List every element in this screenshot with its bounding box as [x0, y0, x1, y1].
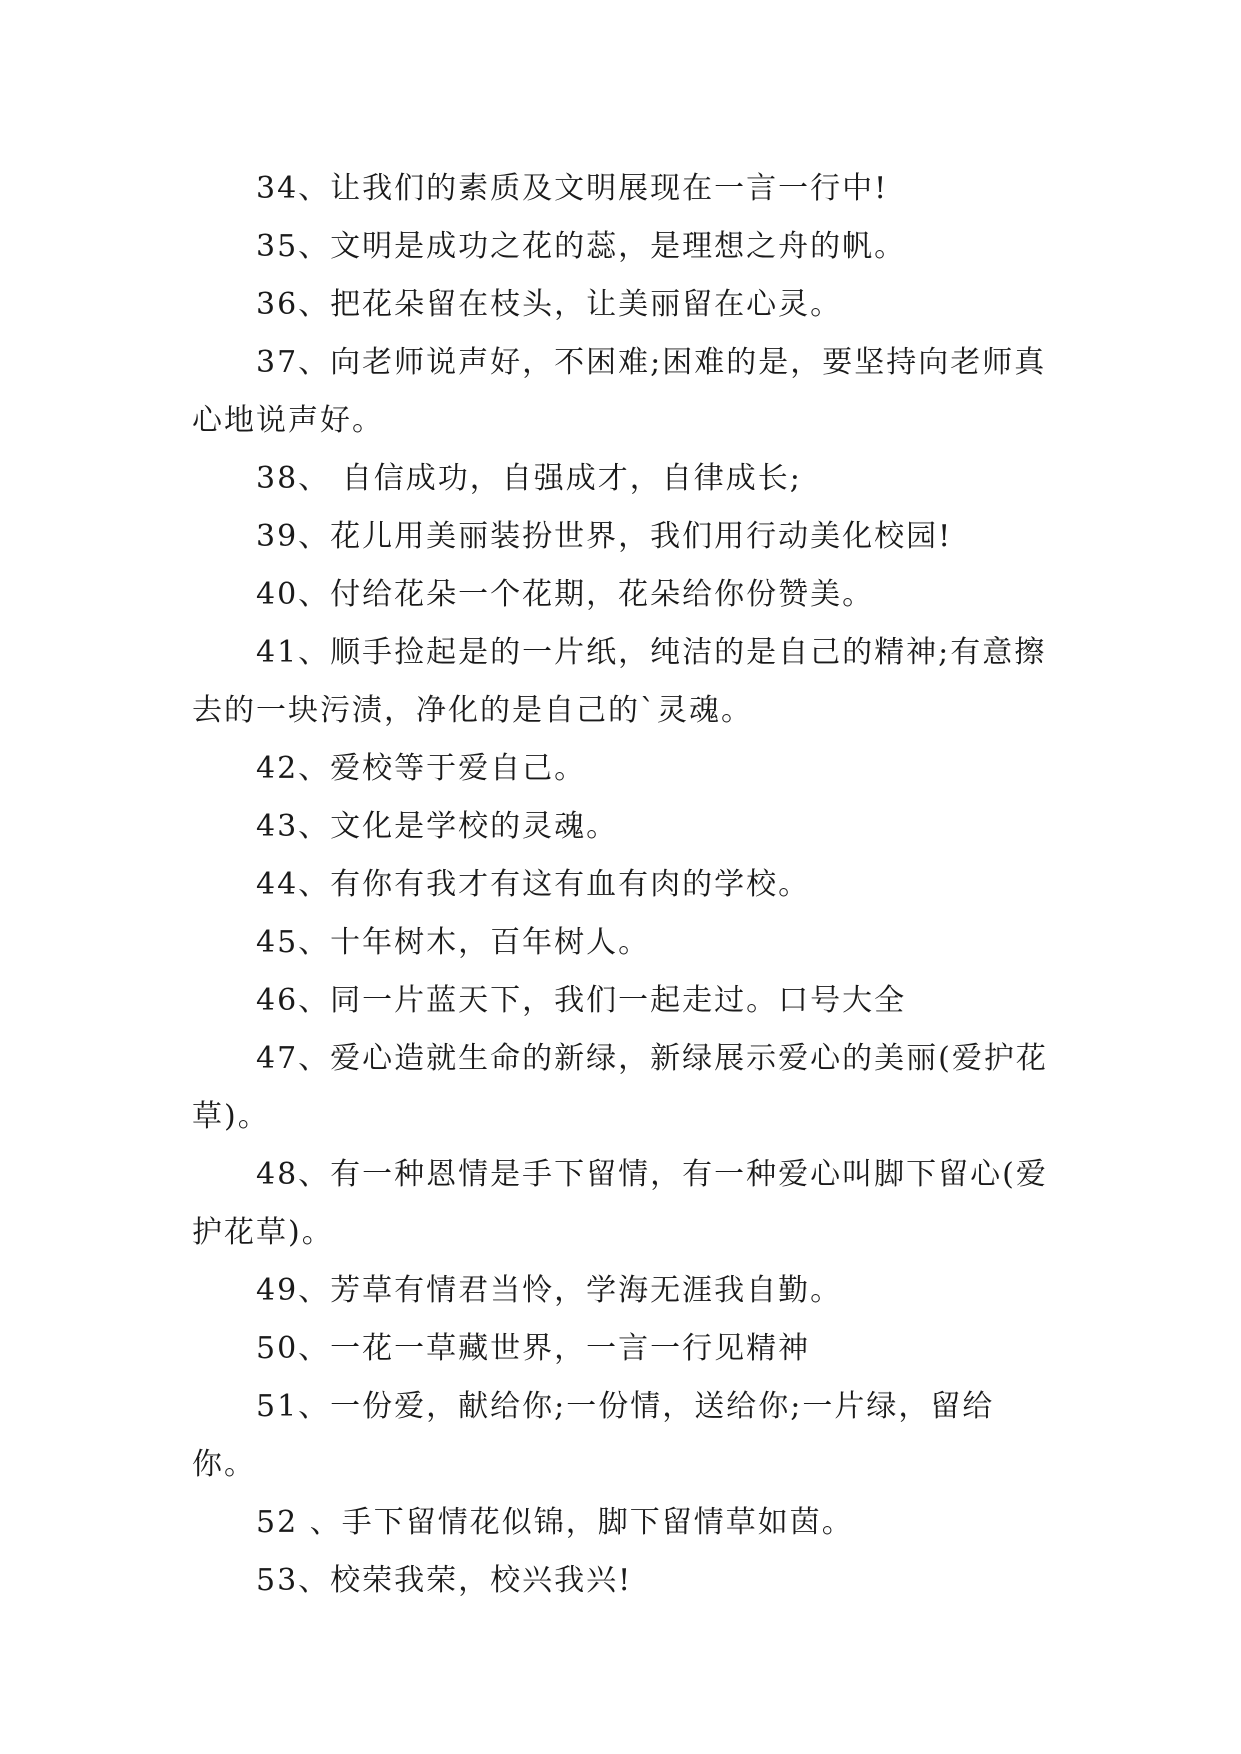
slogan-paragraph: 36、把花朵留在枝头，让美丽留在心灵。	[256, 287, 843, 322]
slogan-paragraph: 37、向老师说声好，不困难;困难的是，要坚持向老师真心地说声好。	[192, 345, 1047, 438]
slogan-paragraph: 39、花儿用美丽装扮世界，我们用行动美化校园!	[256, 519, 953, 554]
slogan-paragraph: 43、文化是学校的灵魂。	[256, 809, 619, 844]
slogan-paragraph: 48、有一种恩情是手下留情，有一种爱心叫脚下留心(爱护花草)。	[192, 1157, 1048, 1250]
slogan-paragraph: 49、芳草有情君当怜，学海无涯我自勤。	[256, 1273, 843, 1308]
slogan-paragraph: 40、付给花朵一个花期，花朵给你份赞美。	[256, 577, 875, 612]
slogan-paragraph: 38、 自信成功，自强成才，自律成长;	[256, 461, 802, 496]
slogan-paragraph: 51、一份爱，献给你;一份情，送给你;一片绿，留给你。	[192, 1389, 995, 1482]
slogan-paragraph: 50、一花一草藏世界，一言一行见精神	[256, 1331, 811, 1366]
slogan-paragraph: 42、爱校等于爱自己。	[256, 751, 587, 786]
slogan-paragraph: 46、同一片蓝天下，我们一起走过。口号大全	[256, 983, 907, 1018]
slogan-paragraph: 45、十年树木，百年树人。	[256, 925, 651, 960]
slogan-paragraph: 47、爱心造就生命的新绿，新绿展示爱心的美丽(爱护花草)。	[192, 1041, 1048, 1134]
document-body	[192, 160, 1052, 1610]
slogan-paragraph: 34、让我们的素质及文明展现在一言一行中!	[256, 171, 889, 206]
slogan-paragraph: 41、顺手捡起是的一片纸，纯洁的是自己的精神;有意擦去的一块污渍，净化的是自己的`灵魂。	[192, 635, 1047, 728]
slogan-paragraph: 44、有你有我才有这有血有肉的学校。	[256, 867, 811, 902]
slogan-paragraph: 52 、手下留情花似锦，脚下留情草如茵。	[256, 1505, 854, 1540]
slogan-paragraph: 53、校荣我荣，校兴我兴!	[256, 1563, 633, 1598]
slogan-paragraph: 35、文明是成功之花的蕊，是理想之舟的帆。	[256, 229, 907, 264]
